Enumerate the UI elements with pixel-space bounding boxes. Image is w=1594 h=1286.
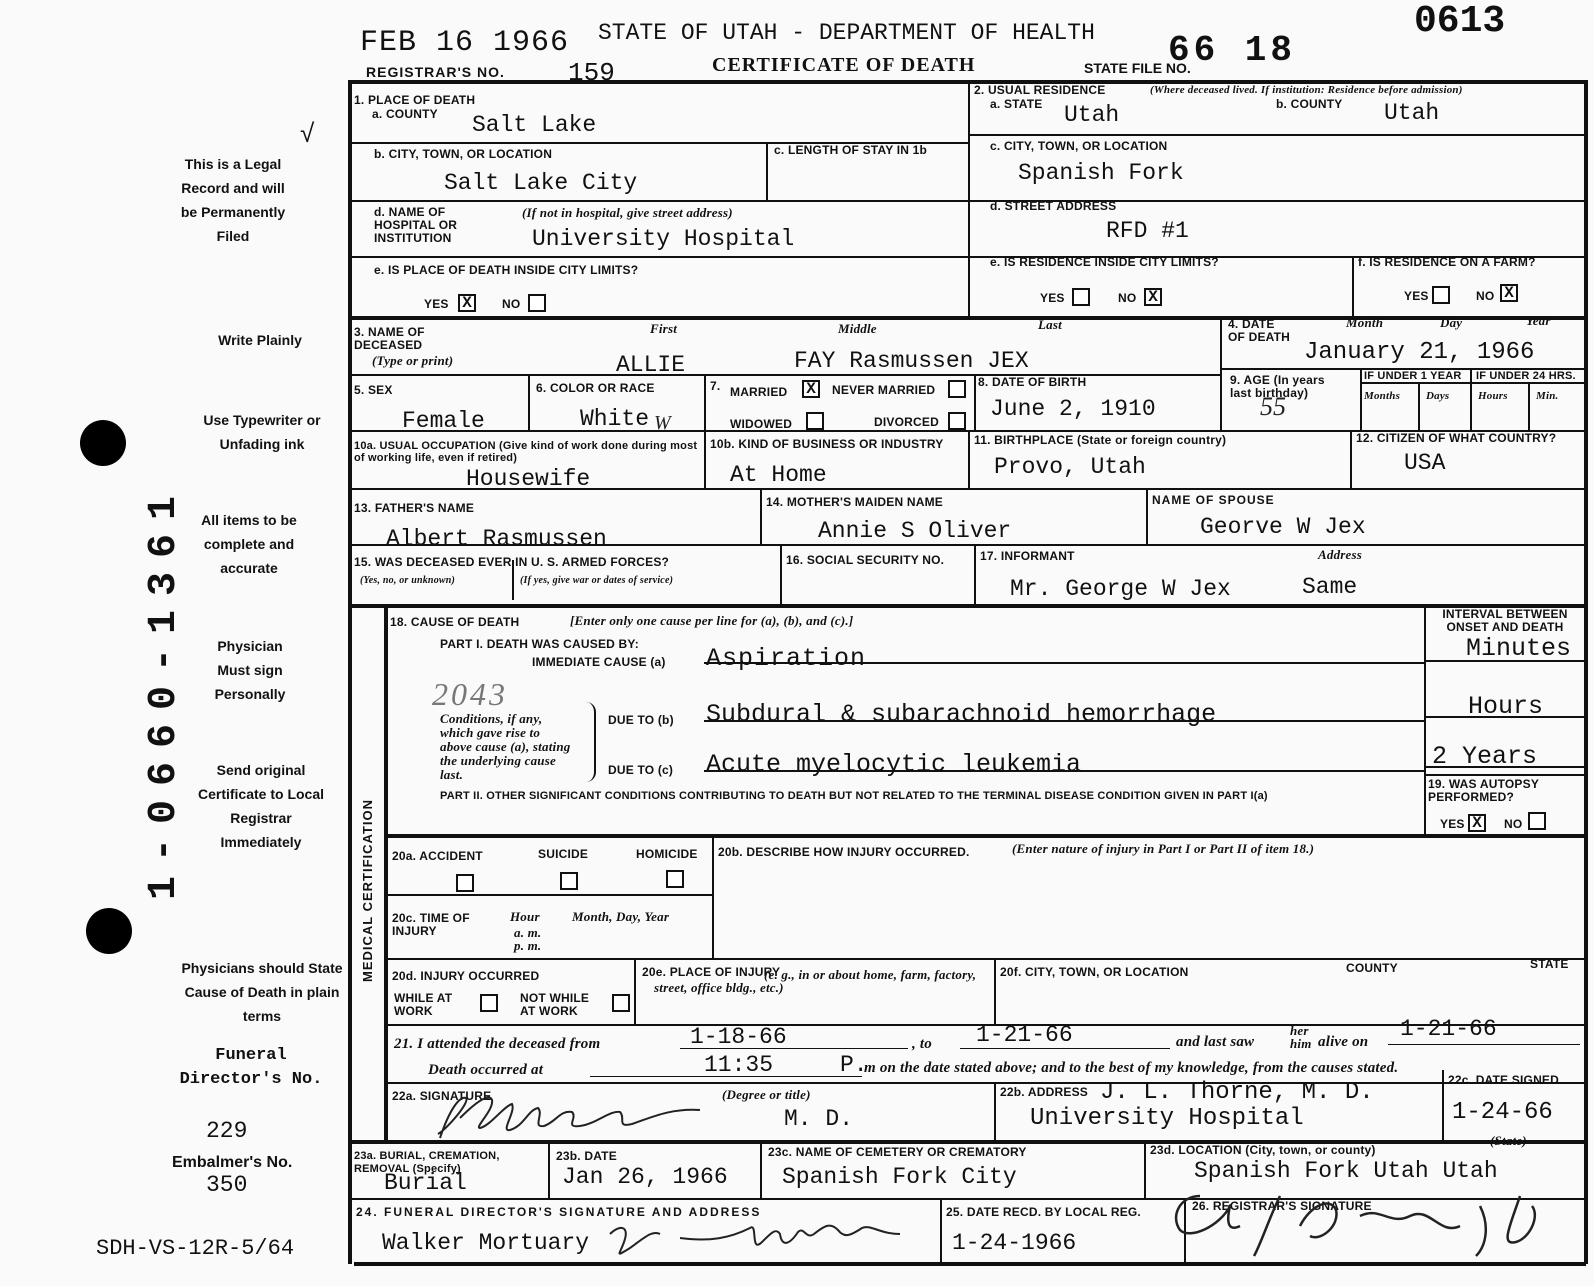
divider [528, 374, 530, 430]
conditions-note: Conditions, if any, which gave rise to above cause (a), stating the underlying cause last. [440, 711, 571, 782]
cause-of-death-note: [Enter only one cause per line for (a), (b), and (c).] [570, 613, 854, 628]
race-label: 6. COLOR OR RACE [536, 381, 655, 395]
interval-b-value: Hours [1468, 692, 1544, 721]
attended-to-value: 1-21-66 [976, 1022, 1073, 1048]
interval-a-value: Minutes [1466, 634, 1572, 663]
citizen-label: 12. CITIZEN OF WHAT COUNTRY? [1356, 431, 1557, 445]
married-label: MARRIED [730, 385, 788, 399]
days-label: Days [1426, 390, 1450, 402]
due-to-c-label: DUE TO (c) [608, 763, 674, 777]
date-of-death-label: 4. DATE OF DEATH [1228, 317, 1291, 344]
sex-label: 5. SEX [354, 383, 393, 397]
knowledge-statement: m on the date stated above; and to the best of my knowledge, from the causes stated. [864, 1060, 1399, 1076]
date-recd-label: 25. DATE RECD. BY LOCAL REG. [946, 1205, 1141, 1219]
death-occurred-text: Death occurred at [428, 1062, 544, 1078]
divider [974, 544, 976, 606]
divorced-checkbox[interactable] [948, 412, 966, 430]
cause-b-value: Subdural & subarachnoid hemorrhage [706, 700, 1217, 729]
residence-inside-yes-checkbox[interactable] [1072, 288, 1090, 306]
injury-how-note: (Enter nature of injury in Part I or Part II of item 18.) [1012, 841, 1315, 856]
burial-location-value: Spanish Fork Utah Utah [1194, 1158, 1498, 1184]
interval-c-value: 2 Years [1432, 742, 1538, 771]
divider [1360, 368, 1362, 430]
divider [548, 1140, 550, 1200]
injury-state-label: STATE [1530, 957, 1569, 971]
cause-a-value: Aspiration [706, 644, 867, 673]
checkmark: √ [300, 118, 315, 148]
last-seen-value: 1-21-66 [1400, 1016, 1497, 1042]
to-text: , to [912, 1036, 932, 1052]
divider [1424, 774, 1584, 776]
her-him-text: her him [1290, 1023, 1312, 1051]
widowed-checkbox[interactable] [806, 412, 824, 430]
divider [1350, 430, 1352, 488]
residence-city-label: c. CITY, TOWN, OR LOCATION [990, 139, 1168, 153]
cemetery-value: Spanish Fork City [782, 1164, 1017, 1190]
informant-address-label: Address [1318, 547, 1363, 562]
deceased-name-note: (Type or print) [372, 353, 454, 368]
residence-county-label: b. COUNTY [1276, 97, 1343, 111]
while-at-work-label: WHILE AT WORK [394, 991, 453, 1018]
divider [384, 604, 388, 1142]
physician-signature [420, 1088, 720, 1144]
interval-label: INTERVAL BETWEEN ONSET AND DEATH [1442, 607, 1568, 634]
funeral-director-signature [600, 1204, 930, 1264]
residence-street-value: RFD #1 [1106, 218, 1189, 244]
embalmer-label: Embalmer's No. [172, 1154, 293, 1171]
divider [350, 316, 1584, 320]
armed-forces-note-2: (If yes, give war or dates of service) [520, 575, 674, 586]
divider [994, 958, 996, 1026]
cause-of-death-label: 18. CAUSE OF DEATH [390, 615, 520, 629]
state-file-number: 66 18 [1168, 30, 1297, 71]
state-file-label: STATE FILE NO. [1084, 60, 1191, 76]
under-1-year-label: IF UNDER 1 YEAR [1364, 370, 1462, 382]
divider [1144, 1140, 1146, 1200]
divider [1424, 604, 1426, 836]
divider [766, 142, 768, 200]
death-county-value: Salt Lake [472, 112, 597, 138]
hours-label: Hours [1478, 390, 1508, 402]
residence-farm-no-checkbox[interactable]: X [1500, 284, 1518, 302]
death-inside-yes-checkbox[interactable]: X [458, 294, 476, 312]
funeral-director-signature-label: 24. FUNERAL DIRECTOR'S SIGNATURE AND ADDRESS [356, 1205, 762, 1219]
hospital-label: d. NAME OF HOSPITAL OR INSTITUTION [374, 205, 458, 245]
residence-inside-limits-label: e. IS RESIDENCE INSIDE CITY LIMITS? [990, 255, 1219, 269]
death-time-value: 11:35 [704, 1052, 774, 1078]
day-label: Day [1440, 315, 1463, 330]
age-value: 55 [1260, 392, 1286, 421]
death-inside-limits-label: e. IS PLACE OF DEATH INSIDE CITY LIMITS? [374, 263, 639, 277]
alive-on-text: alive on [1318, 1034, 1369, 1050]
hospital-value: University Hospital [532, 226, 795, 252]
residence-note: (Where deceased lived. If institution: Residence before admission) [1150, 84, 1463, 96]
physician-address-label: 22b. ADDRESS [1000, 1085, 1088, 1099]
mother-label: 14. MOTHER'S MAIDEN NAME [766, 495, 944, 509]
autopsy-no-label: NO [1504, 817, 1523, 831]
never-married-label: NEVER MARRIED [832, 383, 936, 397]
death-inside-yes-label: YES [424, 297, 449, 311]
divider [1352, 256, 1354, 318]
divider [974, 374, 976, 430]
age-label: 9. AGE (In years last birthday) [1230, 373, 1325, 400]
sidebar-note-complete: All items to be complete and accurate [201, 512, 297, 576]
divider [1442, 1070, 1444, 1142]
hospital-note: (If not in hospital, give street address) [522, 205, 733, 220]
date-of-birth-value: June 2, 1910 [990, 396, 1156, 422]
not-while-at-work-label: NOT WHILE AT WORK [520, 991, 590, 1018]
social-security-label: 16. SOCIAL SECURITY NO. [786, 553, 945, 567]
deceased-first-name: ALLIE [616, 352, 686, 378]
divider [386, 958, 1584, 960]
autopsy-no-checkbox[interactable] [1528, 812, 1546, 830]
death-city-label: b. CITY, TOWN, OR LOCATION [374, 147, 553, 161]
registrar-label: REGISTRAR'S NO. [366, 64, 505, 80]
mother-value: Annie S Oliver [818, 518, 1012, 544]
first-label: First [650, 321, 678, 336]
residence-farm-label: f. IS RESIDENCE ON A FARM? [1358, 255, 1536, 269]
medical-certification-label: MEDICAL CERTIFICATION [360, 798, 375, 982]
suicide-label: SUICIDE [538, 847, 589, 861]
informant-value: Mr. George W Jex [1010, 576, 1231, 602]
armed-forces-label: 15. WAS DECEASED EVER IN U. S. ARMED FORCES? [354, 555, 670, 569]
vertical-file-number: 1-0660-1361 [142, 481, 187, 900]
birthplace-label: 11. BIRTHPLACE (State or foreign country) [974, 433, 1227, 447]
cause-c-value: Acute myelocytic leukemia [706, 750, 1082, 779]
residence-label: 2. USUAL RESIDENCE [974, 83, 1106, 97]
father-value: Albert Rasmussen [386, 526, 607, 552]
occupation-label: 10a. USUAL OCCUPATION (Give kind of work done during most of working life, even if retired) [354, 440, 698, 464]
date-of-death-value: January 21, 1966 [1304, 339, 1535, 366]
while-at-work-checkbox[interactable] [480, 994, 498, 1012]
degree-label: (Degree or title) [722, 1087, 811, 1102]
conditions-brace [586, 702, 596, 782]
divider [386, 834, 1584, 838]
last-label: Last [1038, 317, 1062, 332]
deceased-name-label: 3. NAME OF DECEASED [354, 325, 425, 352]
form-number: SDH-VS-12R-5/64 [96, 1236, 295, 1261]
residence-farm-no-label: NO [1476, 289, 1495, 303]
residence-state-label: a. STATE [990, 97, 1043, 111]
date-signed-label: 22c. DATE SIGNED [1448, 1073, 1560, 1087]
accident-label: 20a. ACCIDENT [392, 849, 483, 863]
stamp-date: FEB 16 1966 [360, 26, 570, 60]
burial-value: Burial [384, 1170, 467, 1196]
handwritten-code: 2043 [432, 676, 508, 712]
attended-from-value: 1-18-66 [690, 1024, 787, 1050]
residence-farm-yes-checkbox[interactable] [1432, 286, 1450, 304]
residence-city-value: Spanish Fork [1018, 160, 1184, 186]
divider [386, 894, 712, 896]
injury-how-label: 20b. DESCRIBE HOW INJURY OCCURRED. [718, 845, 970, 859]
registrar-signature [1160, 1176, 1580, 1266]
father-label: 13. FATHER'S NAME [354, 501, 475, 515]
divider [1418, 382, 1420, 430]
informant-label: 17. INFORMANT [980, 549, 1075, 563]
year-label: Year [1526, 313, 1551, 328]
date-of-birth-label: 8. DATE OF BIRTH [978, 375, 1087, 389]
divider [1220, 316, 1222, 430]
death-inside-no-label: NO [502, 297, 521, 311]
race-handwritten-mark: W [654, 412, 671, 434]
divorced-label: DIVORCED [874, 415, 939, 429]
burial-state-note: (State) [1490, 1133, 1527, 1148]
deceased-middle-last-name: FAY Rasmussen JEX [794, 348, 1029, 374]
physician-address-line-1: J. L. Thorne, M. D. [1100, 1079, 1374, 1106]
homicide-label: HOMICIDE [636, 847, 698, 861]
business-label: 10b. KIND OF BUSINESS OR INDUSTRY [710, 437, 944, 451]
hour-label: Hour [510, 909, 540, 924]
place-of-injury-note: (e. g., in or about home, farm, factory, street, office bldg., etc.) [654, 967, 977, 995]
frame-right [1584, 80, 1588, 1264]
injury-occurred-label: 20d. INJURY OCCURRED [392, 969, 540, 983]
divider [704, 430, 706, 488]
residence-county-value: Utah [1384, 100, 1440, 126]
punch-hole-bottom [86, 908, 132, 954]
attended-to-underline [960, 1048, 1170, 1049]
burial-label: 23a. BURIAL, CREMATION, REMOVAL (Specify) [354, 1150, 500, 1175]
burial-date-label: 23b. DATE [556, 1149, 617, 1163]
married-checkbox[interactable]: X [802, 380, 820, 398]
funeral-director-label: Funeral Director's No. [179, 1046, 323, 1089]
time-of-injury-label: 20c. TIME OF INJURY [392, 911, 470, 938]
registrar-number: 159 [568, 58, 615, 88]
last-seen-underline [1388, 1044, 1580, 1045]
autopsy-label: 19. WAS AUTOPSY PERFORMED? [1428, 777, 1539, 804]
residence-state-value: Utah [1064, 102, 1120, 128]
divider [634, 958, 636, 1026]
cemetery-label: 23c. NAME OF CEMETERY OR CREMATORY [768, 1145, 1027, 1159]
immediate-cause-label: IMMEDIATE CAUSE (a) [532, 655, 666, 669]
marital-number: 7. [710, 379, 721, 393]
residence-inside-no-label: NO [1118, 291, 1137, 305]
residence-farm-yes-label: YES [1404, 289, 1429, 303]
state-department: STATE OF UTAH - DEPARTMENT OF HEALTH [598, 20, 1095, 46]
autopsy-yes-checkbox[interactable]: X [1468, 814, 1486, 832]
not-while-at-work-checkbox[interactable] [612, 994, 630, 1012]
last-saw-text: and last saw [1176, 1034, 1255, 1050]
place-of-death-label: 1. PLACE OF DEATH [354, 93, 476, 107]
never-married-checkbox[interactable] [948, 380, 966, 398]
divider [940, 1198, 942, 1264]
part-2-label: PART II. OTHER SIGNIFICANT CONDITIONS CONTRIBUTING TO DEATH BUT NOT RELATED TO THE TERMINAL DISEASE CONDITION GIVEN IN PART I(a) [440, 790, 1268, 802]
sidebar-note-plain-terms: Physicians should State Cause of Death in plain terms [181, 960, 343, 1024]
divider [1470, 368, 1472, 430]
spouse-value: Georve W Jex [1200, 514, 1366, 540]
corner-number: 0613 [1414, 0, 1506, 43]
race-value: White [580, 406, 650, 432]
month-day-year-label: Month, Day, Year [572, 909, 670, 924]
months-label: Months [1364, 390, 1401, 402]
due-to-b-label: DUE TO (b) [608, 713, 674, 727]
degree-value: M. D. [784, 1106, 854, 1132]
suicide-checkbox[interactable] [560, 872, 578, 890]
sidebar-note-physician-sign: Physician Must sign Personally [214, 638, 286, 702]
date-recd-value: 1-24-1966 [952, 1230, 1077, 1256]
divider [968, 430, 970, 488]
sex-value: Female [402, 408, 485, 434]
citizen-value: USA [1404, 450, 1446, 476]
burial-location-label: 23d. LOCATION (City, town, or county) [1150, 1143, 1376, 1157]
armed-forces-note-1: (Yes, no, or unknown) [360, 575, 456, 586]
certificate-title: CERTIFICATE OF DEATH [712, 54, 976, 76]
am-pm-label: a. m. p. m. [514, 925, 542, 953]
divider [760, 488, 762, 544]
registrar-signature-label: 26. REGISTRAR'S SIGNATURE [1192, 1199, 1372, 1213]
physician-address-line-2: University Hospital [1030, 1105, 1304, 1132]
death-city-value: Salt Lake City [444, 170, 638, 196]
business-value: At Home [730, 462, 827, 488]
accident-checkbox[interactable] [456, 874, 474, 892]
under-24-hrs-label: IF UNDER 24 HRS. [1476, 370, 1576, 382]
divider [386, 1082, 1584, 1084]
birthplace-value: Provo, Utah [994, 454, 1146, 480]
punch-hole-top [80, 420, 126, 466]
divider [1528, 382, 1530, 430]
embalmer-number: 350 [206, 1172, 248, 1198]
sidebar-note-legal-record: This is a Legal Record and will be Permanently Filed [180, 156, 286, 244]
spouse-label: NAME OF SPOUSE [1152, 493, 1275, 507]
month-label: Month [1346, 315, 1384, 330]
divider [760, 1140, 762, 1200]
informant-address-value: Same [1302, 574, 1358, 600]
minutes-label: Min. [1536, 390, 1559, 402]
funeral-director-number: 229 [206, 1118, 248, 1144]
residence-inside-no-checkbox[interactable]: X [1144, 288, 1162, 306]
divider [350, 604, 1584, 608]
attended-from-underline [680, 1048, 908, 1049]
signature-label: 22a. SIGNATURE [392, 1089, 492, 1103]
date-signed-value: 1-24-66 [1452, 1099, 1553, 1126]
part-1-label: PART I. DEATH WAS CAUSED BY: [440, 637, 639, 651]
injury-city-label: 20f. CITY, TOWN, OR LOCATION [1000, 965, 1189, 979]
autopsy-yes-label: YES [1440, 817, 1465, 831]
middle-label: Middle [838, 321, 877, 336]
death-county-label: a. COUNTY [372, 107, 438, 121]
homicide-checkbox[interactable] [666, 870, 684, 888]
injury-county-label: COUNTY [1346, 961, 1398, 975]
divider [704, 374, 706, 430]
divider [780, 544, 782, 606]
death-inside-no-checkbox[interactable] [528, 294, 546, 312]
divider [994, 1082, 996, 1142]
attended-text: 21. I attended the deceased from [394, 1036, 601, 1052]
residence-street-label: d. STREET ADDRESS [990, 199, 1117, 213]
sidebar-note-write-plainly: Write Plainly [218, 332, 302, 348]
divider [1146, 488, 1148, 544]
widowed-label: WIDOWED [730, 417, 793, 431]
death-ampm-value: P. [840, 1052, 868, 1078]
funeral-director-value: Walker Mortuary [382, 1230, 590, 1256]
residence-inside-yes-label: YES [1040, 291, 1065, 305]
divider [968, 134, 1584, 136]
divider [712, 834, 714, 958]
burial-date-value: Jan 26, 1966 [562, 1164, 728, 1190]
place-of-injury-label: 20e. PLACE OF INJURY [642, 965, 781, 979]
sidebar-note-typewriter: Use Typewriter or Unfading ink [203, 412, 321, 452]
sidebar-note-send-original: Send original Certificate to Local Registrar Immediately [197, 762, 325, 850]
divider [350, 200, 1584, 202]
occupation-value: Housewife [466, 466, 591, 492]
divider [350, 374, 1220, 376]
length-of-stay-label: c. LENGTH OF STAY IN 1b [774, 143, 928, 157]
